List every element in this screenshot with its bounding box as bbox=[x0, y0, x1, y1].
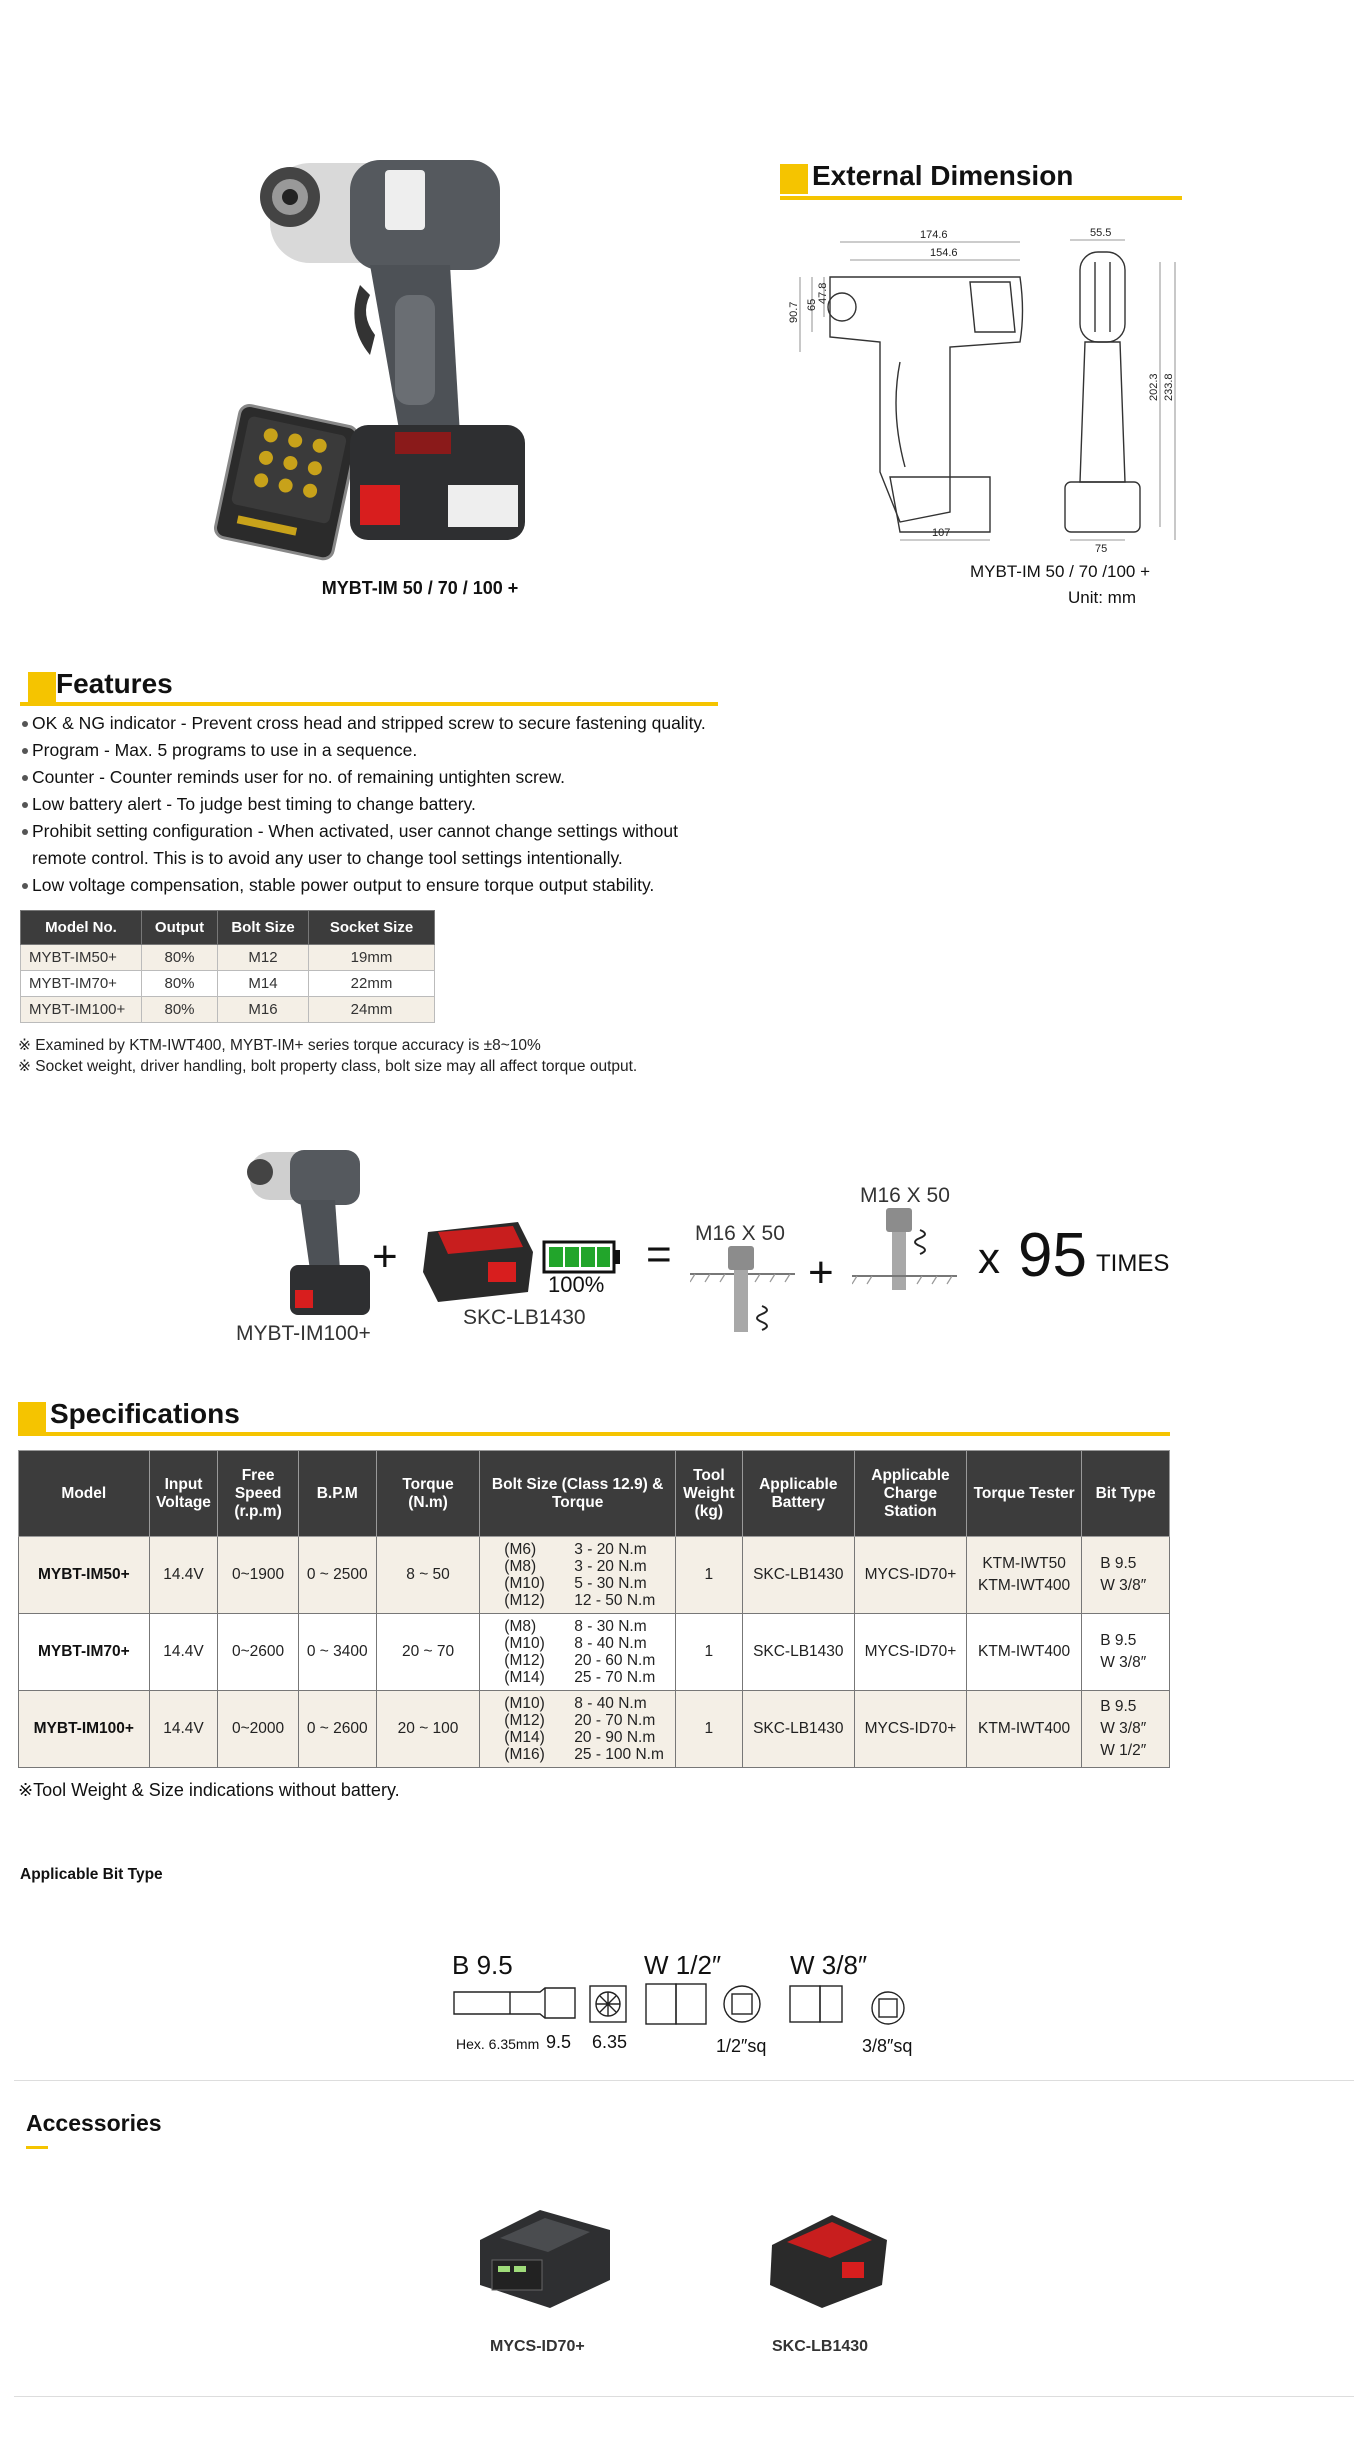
table-row bbox=[19, 1537, 1170, 1614]
table-cell: 80% bbox=[142, 945, 218, 971]
bullet bbox=[22, 883, 28, 889]
bolt-torque: 25 - 100 N.m bbox=[574, 1746, 664, 1763]
feature-text: OK & NG indicator - Prevent cross head and stripped screw to secure fastening quality. bbox=[32, 713, 706, 733]
accessories-title: Accessories bbox=[26, 2110, 162, 2136]
title-marker bbox=[18, 1402, 46, 1432]
table-row bbox=[21, 945, 435, 971]
svg-text:90.7: 90.7 bbox=[788, 301, 800, 323]
bullet bbox=[22, 802, 28, 808]
feature-item bbox=[22, 872, 706, 899]
column-header: Torque (N.m) bbox=[376, 1451, 480, 1537]
table-cell: 14.4V bbox=[149, 1691, 218, 1768]
svg-text:202.3: 202.3 bbox=[1148, 373, 1160, 401]
bolt-size: (M10) bbox=[504, 1695, 545, 1712]
table-cell: M16 bbox=[218, 997, 309, 1023]
bolt-size: (M10) bbox=[504, 1575, 545, 1592]
table-cell: 1 bbox=[675, 1537, 742, 1614]
specifications-title-text: Specifications bbox=[50, 1398, 240, 1429]
table-row bbox=[21, 971, 435, 997]
feature-item bbox=[22, 791, 706, 818]
battery-label: SKC-LB1430 bbox=[463, 1306, 586, 1329]
bolt-torque: 8 - 40 N.m bbox=[574, 1635, 647, 1652]
tester-name: KTM-IWT400 bbox=[978, 1643, 1071, 1660]
bit-type-cell bbox=[1082, 1614, 1170, 1691]
bolt2-label: M16 X 50 bbox=[860, 1184, 950, 1207]
bolt-icon bbox=[690, 1246, 800, 1336]
bolt-row bbox=[504, 1669, 671, 1686]
column-header: Model bbox=[19, 1451, 150, 1537]
table-cell: 0~2600 bbox=[218, 1614, 298, 1691]
bolt-torque: 20 - 60 N.m bbox=[574, 1652, 656, 1669]
feature-text: Prohibit setting configuration - When activated, user cannot change settings without bbox=[32, 821, 678, 841]
table-cell: 80% bbox=[142, 971, 218, 997]
sq-1-2-label: 1/2″sq bbox=[716, 2036, 767, 2056]
svg-text:55.5: 55.5 bbox=[1090, 227, 1112, 239]
table-cell: 8 ~ 50 bbox=[376, 1537, 480, 1614]
bolt-size: (M8) bbox=[504, 1558, 537, 1575]
feature-text: Low battery alert - To judge best timing to change battery. bbox=[32, 794, 476, 814]
column-header: Input Voltage bbox=[149, 1451, 218, 1537]
model-cell: MYBT-IM50+ bbox=[19, 1537, 150, 1614]
dimension-unit-caption: Unit: mm bbox=[1068, 588, 1136, 607]
tester-cell bbox=[967, 1614, 1082, 1691]
bolt-row bbox=[504, 1712, 671, 1729]
output-table bbox=[20, 910, 435, 1023]
bolt-icon-2 bbox=[852, 1208, 962, 1298]
svg-text:65: 65 bbox=[806, 298, 818, 311]
table-cell: M14 bbox=[218, 971, 309, 997]
bit-w12-label: W 1/2″ bbox=[644, 1950, 722, 1980]
column-header: Bit Type bbox=[1082, 1451, 1170, 1537]
svg-text:174.6: 174.6 bbox=[920, 229, 948, 241]
table-cell: 0~1900 bbox=[218, 1537, 298, 1614]
accessories-underline bbox=[26, 2146, 48, 2149]
table-cell: MYCS-ID70+ bbox=[854, 1537, 966, 1614]
feature-text: Low voltage compensation, stable power output to ensure torque output stability. bbox=[32, 875, 655, 895]
battery-percent: 100% bbox=[548, 1272, 605, 1297]
table-cell: SKC-LB1430 bbox=[742, 1537, 854, 1614]
bolt-size: (M12) bbox=[504, 1652, 545, 1669]
feature-text: Program - Max. 5 programs to use in a sequence. bbox=[32, 740, 418, 760]
table-row bbox=[19, 1691, 1170, 1768]
feature-item bbox=[22, 710, 706, 737]
bolt-torque: 20 - 70 N.m bbox=[574, 1712, 656, 1729]
divider bbox=[14, 2080, 1354, 2081]
title-marker bbox=[28, 672, 56, 702]
column-header: Free Speed (r.p.m) bbox=[218, 1451, 298, 1537]
bolt-size: (M8) bbox=[504, 1618, 537, 1635]
table-cell: 0 ~ 2500 bbox=[298, 1537, 376, 1614]
model-cell: MYBT-IM70+ bbox=[19, 1614, 150, 1691]
bolt-size: (M16) bbox=[504, 1746, 545, 1763]
features-underline bbox=[20, 702, 718, 706]
dimension-drawing bbox=[780, 222, 1180, 552]
external-dimension-title-text: External Dimension bbox=[812, 160, 1074, 191]
bolt-size: (M12) bbox=[504, 1712, 545, 1729]
bit-type-diagram bbox=[450, 1982, 920, 2038]
bit-type: B 9.5 bbox=[1100, 1555, 1137, 1572]
impact-driver-image bbox=[210, 145, 550, 565]
plus-sign: + bbox=[372, 1232, 398, 1281]
bolt-torque-cell bbox=[480, 1691, 676, 1768]
times-number: 95 bbox=[1018, 1221, 1087, 1290]
specifications-table bbox=[18, 1450, 1170, 1768]
table-cell: 14.4V bbox=[149, 1537, 218, 1614]
bullet bbox=[22, 829, 28, 835]
bolt1-label: M16 X 50 bbox=[695, 1222, 785, 1245]
table-cell: MYBT-IM50+ bbox=[21, 945, 142, 971]
bolt-row bbox=[504, 1695, 671, 1712]
bolt-row bbox=[504, 1746, 671, 1763]
times-x: x bbox=[978, 1234, 1000, 1283]
bit-type: B 9.5 bbox=[1100, 1632, 1137, 1649]
bit-w38-label: W 3/8″ bbox=[790, 1950, 868, 1980]
feature-item bbox=[22, 818, 706, 845]
external-dimension-title bbox=[812, 160, 1073, 192]
bolt-torque-cell bbox=[480, 1537, 676, 1614]
bit-type: W 3/8″ bbox=[1100, 1577, 1147, 1594]
table-cell: 0~2000 bbox=[218, 1691, 298, 1768]
bolt-row bbox=[504, 1575, 671, 1592]
weight-note: ※Tool Weight & Size indications without battery. bbox=[18, 1780, 400, 1800]
table-row bbox=[21, 997, 435, 1023]
bolt-size: (M10) bbox=[504, 1635, 545, 1652]
equals-sign: = bbox=[646, 1230, 672, 1279]
bit-type-cell bbox=[1082, 1537, 1170, 1614]
table-cell: 0 ~ 3400 bbox=[298, 1614, 376, 1691]
dim-9-5-label: 9.5 bbox=[546, 2032, 572, 2052]
tool-label: MYBT-IM100+ bbox=[236, 1322, 371, 1345]
bolt-torque: 20 - 90 N.m bbox=[574, 1729, 656, 1746]
bolt-size: (M14) bbox=[504, 1669, 545, 1686]
tester-name: KTM-IWT400 bbox=[978, 1720, 1071, 1737]
accuracy-note: ※ Examined by KTM-IWT400, MYBT-IM+ series torque accuracy is ±8~10% bbox=[18, 1037, 541, 1054]
tester-cell bbox=[967, 1691, 1082, 1768]
column-header: Applicable Charge Station bbox=[854, 1451, 966, 1537]
table-cell: 14.4V bbox=[149, 1614, 218, 1691]
table-cell: MYCS-ID70+ bbox=[854, 1614, 966, 1691]
bit-type-heading: Applicable Bit Type bbox=[20, 1866, 163, 1883]
bolt-torque: 25 - 70 N.m bbox=[574, 1669, 656, 1686]
column-header: Applicable Battery bbox=[742, 1451, 854, 1537]
divider-bottom bbox=[14, 2396, 1354, 2397]
feature-item-continued bbox=[22, 845, 706, 872]
bullet bbox=[22, 721, 28, 727]
svg-text:154.6: 154.6 bbox=[930, 247, 958, 259]
feature-text: remote control. This is to avoid any user to change tool settings intentionally. bbox=[32, 848, 623, 868]
specifications-underline bbox=[18, 1432, 1170, 1436]
features-list bbox=[22, 710, 706, 899]
bolt-row bbox=[504, 1635, 671, 1652]
bit-b95-label: B 9.5 bbox=[452, 1950, 513, 1980]
bolt-row bbox=[504, 1729, 671, 1746]
table-row bbox=[19, 1614, 1170, 1691]
svg-text:233.8: 233.8 bbox=[1163, 373, 1175, 401]
svg-text:47.8: 47.8 bbox=[817, 282, 829, 304]
sq-3-8-label: 3/8″sq bbox=[862, 2036, 913, 2056]
external-dimension-underline bbox=[780, 196, 1182, 200]
plus-sign-2: + bbox=[808, 1248, 834, 1297]
times-word: TIMES bbox=[1096, 1250, 1170, 1277]
model-cell: MYBT-IM100+ bbox=[19, 1691, 150, 1768]
bolt-torque: 3 - 20 N.m bbox=[574, 1558, 647, 1575]
table-cell: 80% bbox=[142, 997, 218, 1023]
column-header: Bolt Size (Class 12.9) & Torque bbox=[480, 1451, 676, 1537]
bolt-torque: 12 - 50 N.m bbox=[574, 1592, 656, 1609]
table-cell: 1 bbox=[675, 1691, 742, 1768]
bolt-size: (M14) bbox=[504, 1729, 545, 1746]
features-title-text: Features bbox=[56, 668, 173, 699]
column-header: Bolt Size bbox=[218, 911, 309, 945]
tester-cell bbox=[967, 1537, 1082, 1614]
column-header: Socket Size bbox=[309, 911, 435, 945]
bolt-torque-cell bbox=[480, 1614, 676, 1691]
table-cell: M12 bbox=[218, 945, 309, 971]
features-title bbox=[56, 668, 173, 700]
bolt-torque: 3 - 20 N.m bbox=[574, 1541, 647, 1558]
bit-type: B 9.5 bbox=[1100, 1698, 1137, 1715]
column-header: Output bbox=[142, 911, 218, 945]
tester-name: KTM-IWT50 bbox=[982, 1555, 1066, 1572]
tester-name: KTM-IWT400 bbox=[978, 1577, 1071, 1594]
tool-small-image bbox=[240, 1140, 370, 1320]
feature-item bbox=[22, 737, 706, 764]
column-header: B.P.M bbox=[298, 1451, 376, 1537]
bit-type-cell bbox=[1082, 1691, 1170, 1768]
table-cell: MYBT-IM100+ bbox=[21, 997, 142, 1023]
bolt-size: (M12) bbox=[504, 1592, 545, 1609]
table-cell: 22mm bbox=[309, 971, 435, 997]
bit-type: W 3/8″ bbox=[1100, 1654, 1147, 1671]
bullet bbox=[22, 748, 28, 754]
bolt-torque: 5 - 30 N.m bbox=[574, 1575, 647, 1592]
bolt-row bbox=[504, 1618, 671, 1635]
specifications-title bbox=[50, 1398, 240, 1430]
table-cell: 0 ~ 2600 bbox=[298, 1691, 376, 1768]
bolt-torque: 8 - 40 N.m bbox=[574, 1695, 647, 1712]
table-cell: 20 ~ 100 bbox=[376, 1691, 480, 1768]
battery-accessory-image bbox=[762, 2200, 892, 2310]
table-cell: 24mm bbox=[309, 997, 435, 1023]
battery-image bbox=[418, 1212, 538, 1307]
table-cell: SKC-LB1430 bbox=[742, 1614, 854, 1691]
charger-image bbox=[470, 2190, 620, 2310]
bolt-row bbox=[504, 1652, 671, 1669]
table-cell: 1 bbox=[675, 1614, 742, 1691]
svg-text:107: 107 bbox=[932, 527, 951, 539]
table-cell: MYBT-IM70+ bbox=[21, 971, 142, 997]
battery-accessory-label: SKC-LB1430 bbox=[772, 2338, 869, 2355]
hex-label: Hex. 6.35mm bbox=[456, 2036, 540, 2052]
bolt-torque: 8 - 30 N.m bbox=[574, 1618, 647, 1635]
table-cell: SKC-LB1430 bbox=[742, 1691, 854, 1768]
table-cell: MYCS-ID70+ bbox=[854, 1691, 966, 1768]
column-header: Model No. bbox=[21, 911, 142, 945]
bullet bbox=[22, 775, 28, 781]
svg-text:75: 75 bbox=[1095, 543, 1108, 552]
hero-caption: MYBT-IM 50 / 70 / 100 + bbox=[321, 578, 519, 598]
bolt-row bbox=[504, 1541, 671, 1558]
bolt-row bbox=[504, 1558, 671, 1575]
dimension-model-caption: MYBT-IM 50 / 70 /100 + bbox=[970, 562, 1151, 581]
bolt-row bbox=[504, 1592, 671, 1609]
column-header: Tool Weight (kg) bbox=[675, 1451, 742, 1537]
feature-text: Counter - Counter reminds user for no. of remaining untighten screw. bbox=[32, 767, 566, 787]
title-marker bbox=[780, 164, 808, 194]
table-cell: 19mm bbox=[309, 945, 435, 971]
battery-level-icon bbox=[542, 1240, 622, 1274]
bit-type: W 3/8″ bbox=[1100, 1720, 1147, 1737]
dim-6-35-label: 6.35 bbox=[592, 2032, 628, 2052]
table-cell: 20 ~ 70 bbox=[376, 1614, 480, 1691]
bit-type: W 1/2″ bbox=[1100, 1742, 1147, 1759]
feature-item bbox=[22, 764, 706, 791]
column-header: Torque Tester bbox=[967, 1451, 1082, 1537]
charger-label: MYCS-ID70+ bbox=[490, 2338, 585, 2355]
bolt-size: (M6) bbox=[504, 1541, 537, 1558]
torque-note: ※ Socket weight, driver handling, bolt property class, bolt size may all affect torque output. bbox=[18, 1058, 638, 1075]
